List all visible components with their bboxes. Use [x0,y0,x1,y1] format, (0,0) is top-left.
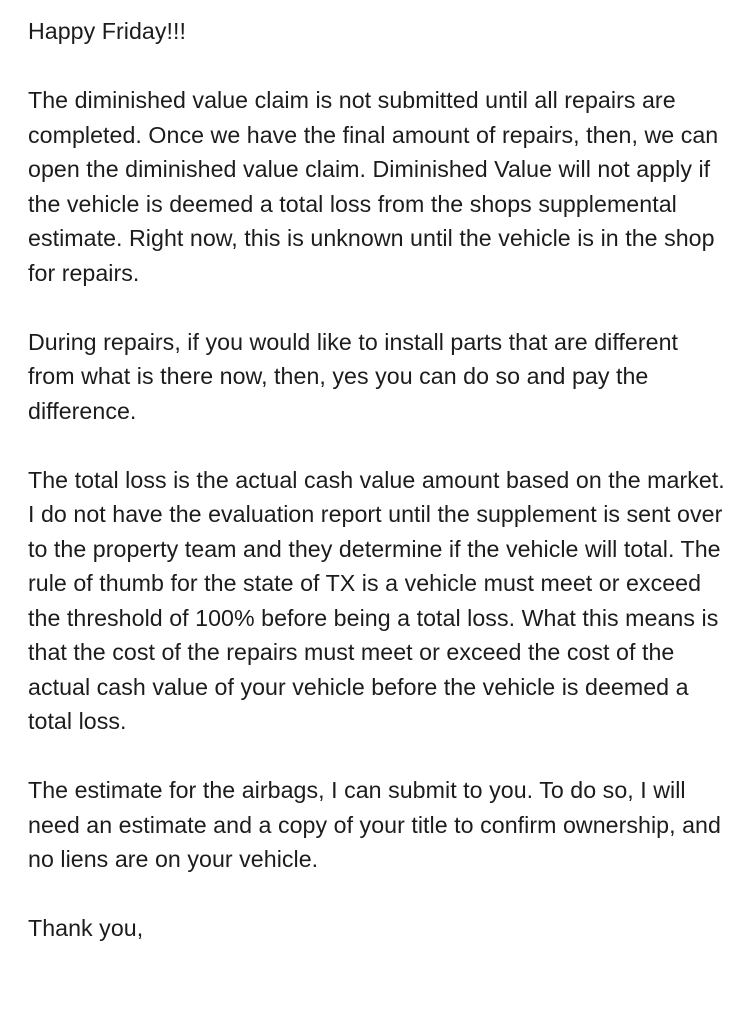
email-paragraph-total-loss: The total loss is the actual cash value amount based on the market. I do not have the evaluation report until the supplement is sent over to the property team and they determine if the vehicle will total. The rule of thumb for the state of TX is a vehicle must meet or exceed the threshold of 100% before being a total loss. What this means is that the cost of the repairs must meet or exceed the cost of the actual cash value of your vehicle before the vehicle is deemed a total loss. [28,466,725,734]
email-paragraph-repairs-parts: During repairs, if you would like to install parts that are different from what is there now, then, yes you can do so and pay the difference. [28,328,679,424]
email-message-body [28,14,728,946]
email-greeting: Happy Friday!!! [28,18,186,44]
email-paragraph-diminished-value: The diminished value claim is not submitted until all repairs are completed. Once we have the final amount of repairs, then, we can open the diminished value claim. Diminished Value will not apply if the vehicle is deemed a total loss from the shops supplemental estimate. Right now, this is unknown until the vehicle is in the shop for repairs. [28,87,719,286]
email-paragraph-airbags-estimate: The estimate for the airbags, I can submit to you. To do so, I will need an estimate and a copy of your title to confirm ownership, and no liens are on your vehicle. [28,777,721,872]
email-closing: Thank you, [28,915,144,941]
